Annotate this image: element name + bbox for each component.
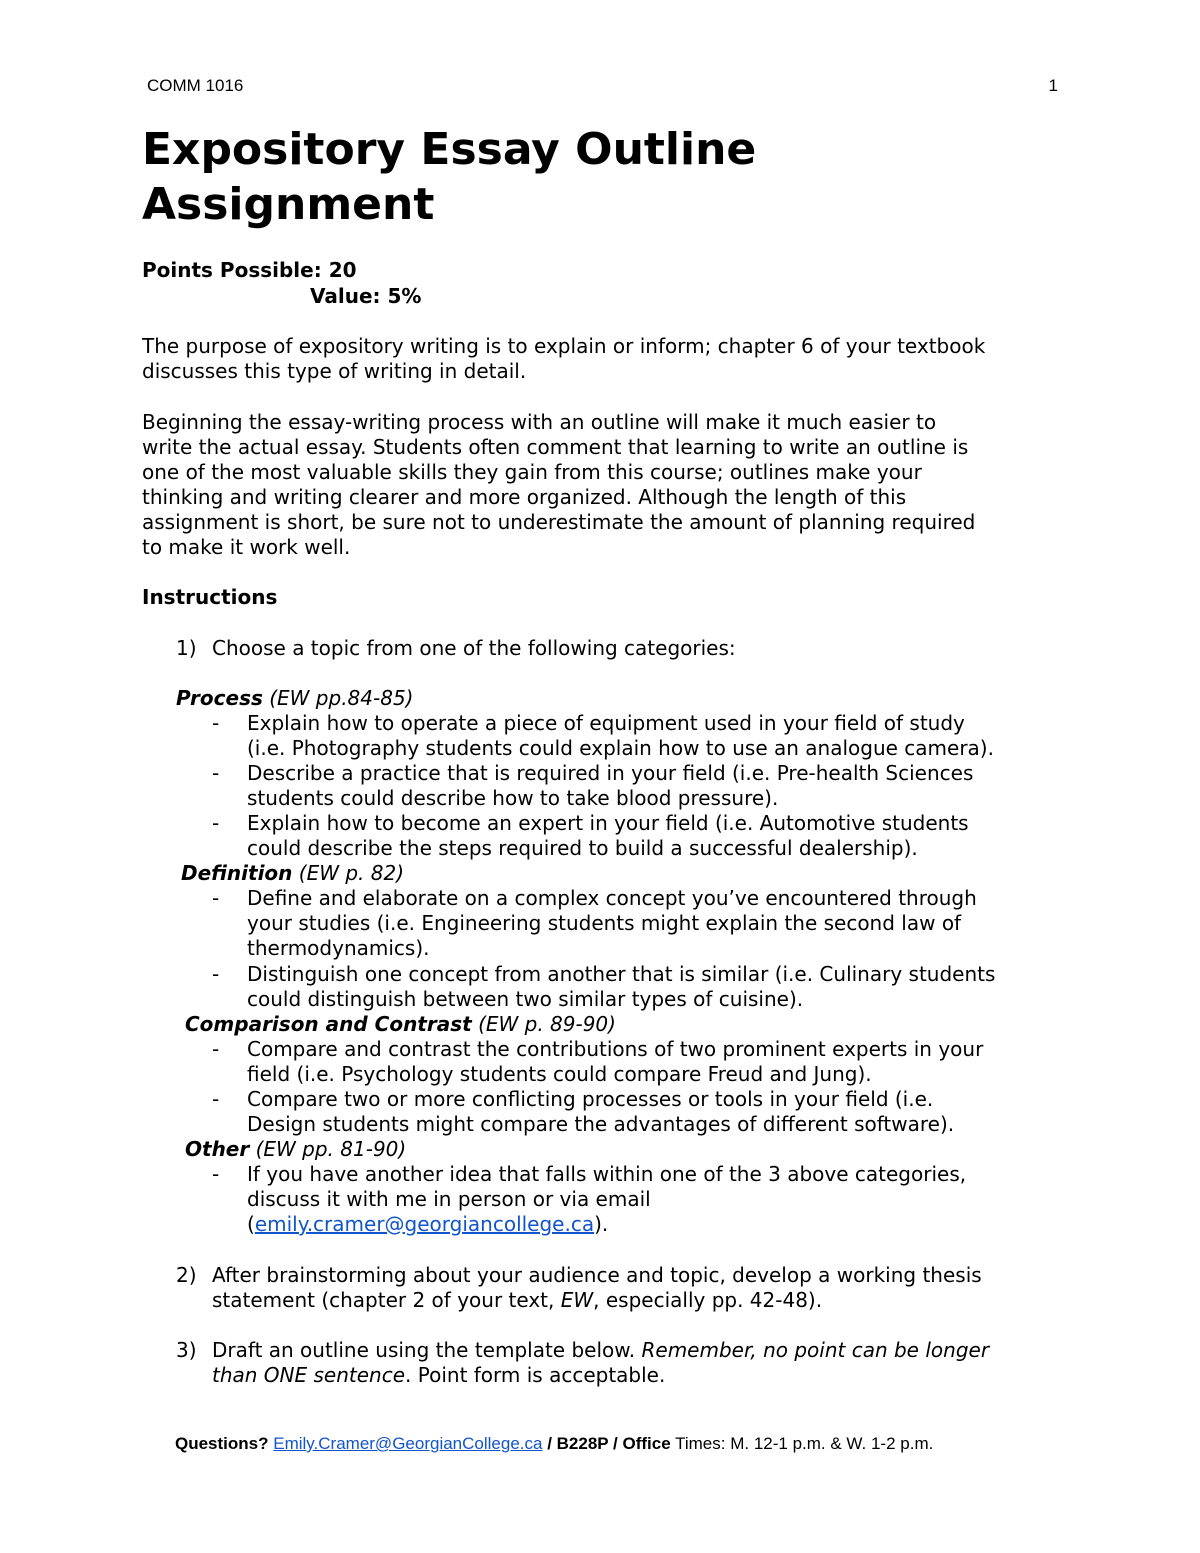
bullet-dash: - [212,1162,220,1186]
list-item: Distinguish one concept from another that is similar (i.e. Culinary students could distinguish between two similar types of cuisine). [247,962,996,1011]
bullet-dash: - [212,711,220,735]
step-2-number: 2) [176,1263,197,1287]
list-item: Compare two or more conflicting processes or tools in your field (i.e. Design students might compare the advantages of different software). [247,1087,955,1136]
value-percent: Value: 5% [310,284,422,308]
step-1-text: Choose a topic from one of the following categories: [212,636,736,660]
page-title [142,122,1042,232]
footer: Questions? Emily.Cramer@GeorgianCollege.ca / B228P / Office Times: M. 12-1 p.m. & W. 1-2 p.m. [175,1434,934,1453]
title-line-1: Expository Essay Outline [142,124,757,175]
bullet-dash: - [212,811,220,835]
page-number: 1 [1048,76,1058,95]
step-2-text: After brainstorming about your audience and topic, develop a working thesis statement (chapter 2 of your text, EW, especially pp. 42-48). [212,1263,982,1312]
step-1-number: 1) [176,636,197,660]
instructions-heading: Instructions [142,585,278,609]
bullet-dash: - [212,1087,220,1111]
category-process-heading: Process (EW pp.84-85) [176,686,414,710]
title-line-2: Assignment [142,179,435,230]
list-item: Define and elaborate on a complex concept you’ve encountered through your studies (i.e. Engineering students might explain the second law of thermodynamics). [247,886,977,960]
list-item: Explain how to become an expert in your field (i.e. Automotive students could describe the steps required to build a successful dealership). [247,811,969,860]
footer-email-link[interactable]: Emily.Cramer@GeorgianCollege.ca [273,1434,543,1453]
points-possible: Points Possible: 20 [142,258,357,282]
category-other-heading: Other (EW pp. 81-90) [185,1137,407,1161]
email-link[interactable]: emily.cramer@georgiancollege.ca [254,1212,595,1236]
category-comparison-heading: Comparison and Contrast (EW p. 89-90) [185,1012,616,1036]
list-item: Compare and contrast the contributions of two prominent experts in your field (i.e. Psychology students could compare Freud and Jung). [247,1037,984,1086]
step-3-number: 3) [176,1338,197,1362]
list-item: Explain how to operate a piece of equipment used in your field of study (i.e. Photography students could explain how to use an analogue camera). [247,711,994,760]
intro-paragraph-1: The purpose of expository writing is to explain or inform; chapter 6 of your textbook discusses this type of writing in detail. [142,334,986,383]
bullet-dash: - [212,761,220,785]
intro-paragraph-2: Beginning the essay-writing process with an outline will make it much easier to write the actual essay. Students often comment that learning to write an outline is one of the most valuable skills they gain from this course; outlines make your thinking and writing clearer and more organized. Although the length of this assignment is short, be sure not to underestimate the amount of planning required to make it work well. [142,410,976,559]
list-item: Describe a practice that is required in your field (i.e. Pre-health Sciences students could describe how to take blood pressure). [247,761,974,810]
bullet-dash: - [212,1037,220,1061]
course-code: COMM 1016 [147,76,244,95]
step-3-text: Draft an outline using the template below. Remember, no point can be longer than ONE sentence. Point form is acceptable. [212,1338,990,1387]
list-item: If you have another idea that falls within one of the 3 above categories, discuss it with me in person or via email (emily.cramer@georgiancollege.ca). [247,1162,967,1236]
bullet-dash: - [212,886,220,910]
bullet-dash: - [212,962,220,986]
category-definition-heading: Definition (EW p. 82) [181,861,404,885]
